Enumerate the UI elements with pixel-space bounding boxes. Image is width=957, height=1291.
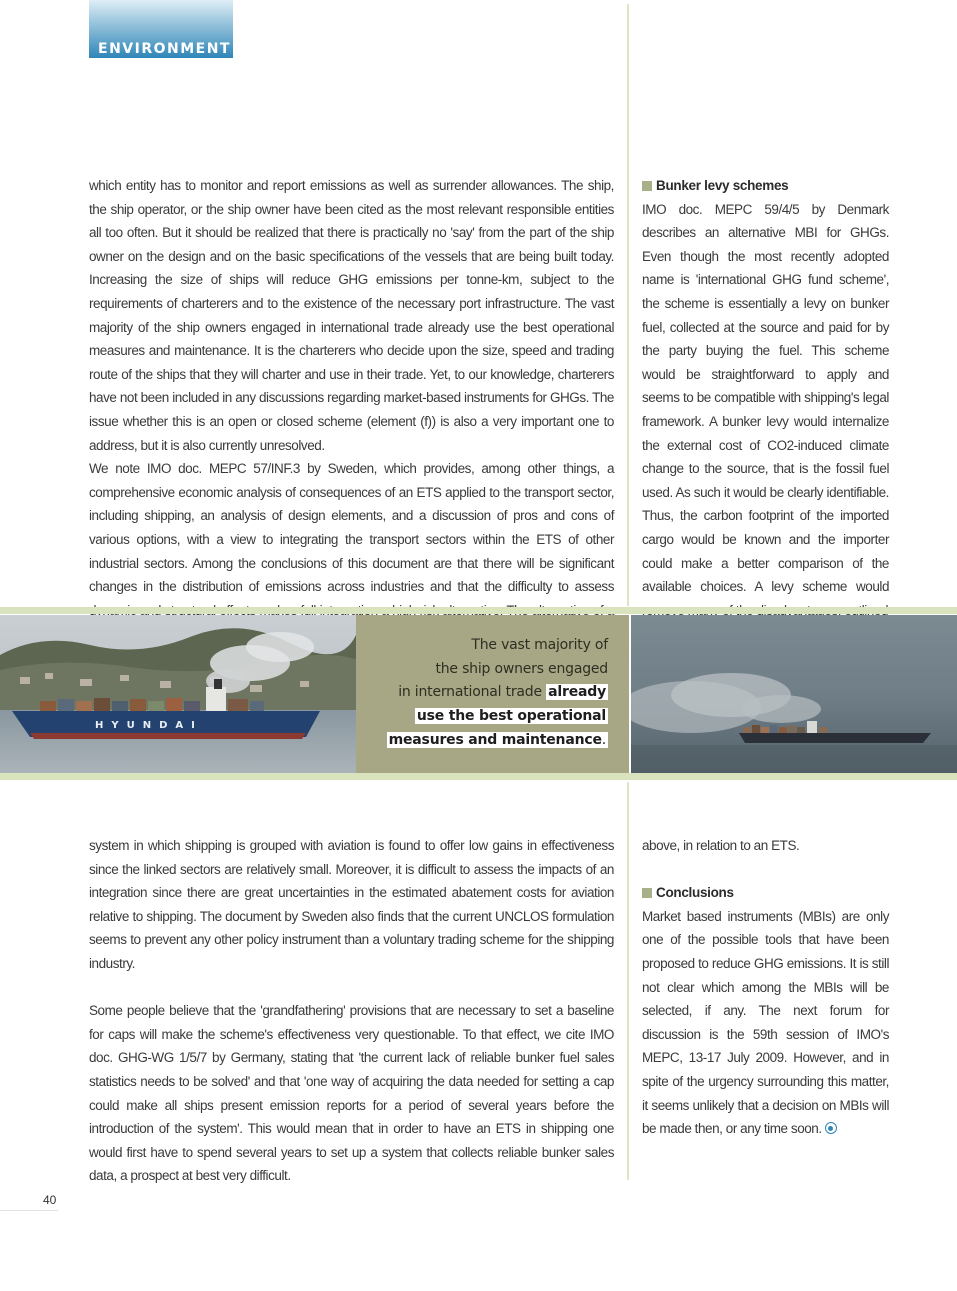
quote-period: .	[601, 732, 606, 748]
page-number: 40	[43, 1193, 57, 1207]
quote-highlight	[387, 732, 608, 748]
quote-line-4	[415, 708, 608, 724]
container-ship-smoke-photo	[631, 615, 957, 773]
paragraph: We note IMO doc. MEPC 57/INF.3 by Sweden, which provides, among other things, a comprehensive economic analysis of consequences of an ETS applied to the transport sector, including shipping, an analysis of design elements, and a discussion of pros and cons of various options, with a view to integrating the transport sectors within the ETS of other industrial sectors. Among the conclusions of this document are that there will be significant changes in the distribution of emissions across industries and that the difficulty to assess	[89, 461, 614, 595]
end-of-article-icon	[825, 1122, 837, 1134]
heading-text: Bunker levy schemes	[656, 178, 789, 193]
main-column-top	[89, 174, 614, 646]
quote-line-3	[398, 684, 608, 700]
paragraph: system in which shipping is grouped with aviation is found to offer low gains in effectiveness since the linked sectors are relatively small. Moreover, it is difficult to assess the impacts of an integration since there are great uncertainties in the estimated abatement costs for aviation relative to shipping. The document by Sweden also finds that the current UNCLOS formulation seems to prevent any other policy instrument than a voluntary trading scheme for the shipping industry.	[89, 838, 614, 971]
quote-line-5	[387, 732, 608, 748]
quote-highlight: use the best operational	[416, 708, 606, 724]
container-ship-photo	[0, 615, 356, 773]
pull-quote-box	[356, 615, 629, 773]
paragraph: which entity has to monitor and report emissions as well as surrender allowances. The ship, the ship operator, or the ship owner have been cited as the most relevant responsible entities all too often. But it should be realized that there is practically no 'say' from the part of the ship owner on the design and on the basic specifications of the vessels that are being built today. Increasing the size of ships will reduce GHG emissions per tonne-km, subject to the requirements of charterers and to the existence of the necessary port infrastructure. The vast majority of the ship owners engaged in international trade already use the best operational measures and maintenance. It is the charterers who decide upon the size, speed and trading route of the ships that they will charter and use in their trade. Yet, to our knowledge, charterers have not been included in any discussions regarding market-based instruments for GHGs. The issue whether this is an open or closed scheme (element (f)) is also a very important one to address, but it is also currently unresolved.	[89, 178, 614, 453]
paragraph: IMO doc. MEPC 59/4/5 by Denmark describes an alternative MBI for GHGs. Even though the most recently adopted name is 'international GHG fund scheme', the scheme is essentially a levy on bunker fuel, collected at the source and paid for by the party buying the fuel. This scheme would be straightforward to apply and seems to be compatible with shipping's legal framework. A bunker levy would internalize the external cost of CO2-induced climate change to the source, that is the fossil fuel used. As such it would be clearly identifiable. Thus, the carbon footprint of the imported cargo would be known and the importer could make a better comparison of the available choices. A levy scheme would	[642, 201, 889, 595]
heading-square-icon	[642, 181, 652, 191]
side-column-bottom	[642, 834, 889, 1141]
paragraph: above, in relation to an ETS.	[642, 838, 800, 853]
quote-line-2: the ship owners engaged	[435, 661, 608, 677]
section-header-tab	[89, 0, 233, 58]
column-divider-bottom	[627, 782, 629, 1180]
side-column-top	[642, 174, 889, 622]
band-bottom-rule	[0, 773, 957, 780]
ship-hull-name: HYUNDAI	[95, 720, 203, 731]
heading-text: Conclusions	[656, 885, 734, 901]
quote-plain-text: in international trade	[398, 684, 542, 700]
heading-square-icon	[642, 888, 652, 898]
paragraph-text: Market based instruments (MBIs) are only one of the possible tools that have been proposed to reduce GHG emissions. It is still not clear which among the MBIs will be selected, if any. The next forum for discussion is the 59th session of IMO's MEPC, 13-17 July 2009. However, and in spite of the urgency surrounding this matter, it seems unlikely that a decision on MBIs will be made then, or any time soon.	[642, 908, 889, 1137]
quote-line-1: The vast majority of	[471, 637, 608, 653]
paragraph-with-end-mark	[642, 905, 889, 1141]
quote-highlight-text: measures and maintenance	[388, 732, 602, 748]
paragraph: Some people believe that the 'grandfathering' provisions that are necessary to set a baseline for caps will make the scheme's effectiveness very questionable. To that effect, we cite IMO doc. GHG-WG 1/5/7 by Germany, stating that 'the current lack of reliable bunker fuel sales statistics needs to be solved' and that 'one way of acquiring the data needed for setting a cap could make all ships present emission reports for a period of several years before the introduction of the system'. This would mean that in order to have an ETS in shipping one would first have to spend several years to set up a system that collects reliable bunker sales data, a prospect at best very difficult.	[89, 1003, 614, 1184]
page-number-rule	[0, 1210, 58, 1211]
main-column-bottom	[89, 834, 614, 1188]
section-label: ENVIRONMENT	[98, 41, 231, 57]
quote-highlight: already	[548, 684, 606, 700]
column-divider-top	[627, 4, 629, 606]
section-heading-bunker-levy	[642, 174, 889, 198]
band-top-rule	[0, 607, 957, 614]
section-heading-conclusions	[642, 881, 889, 905]
